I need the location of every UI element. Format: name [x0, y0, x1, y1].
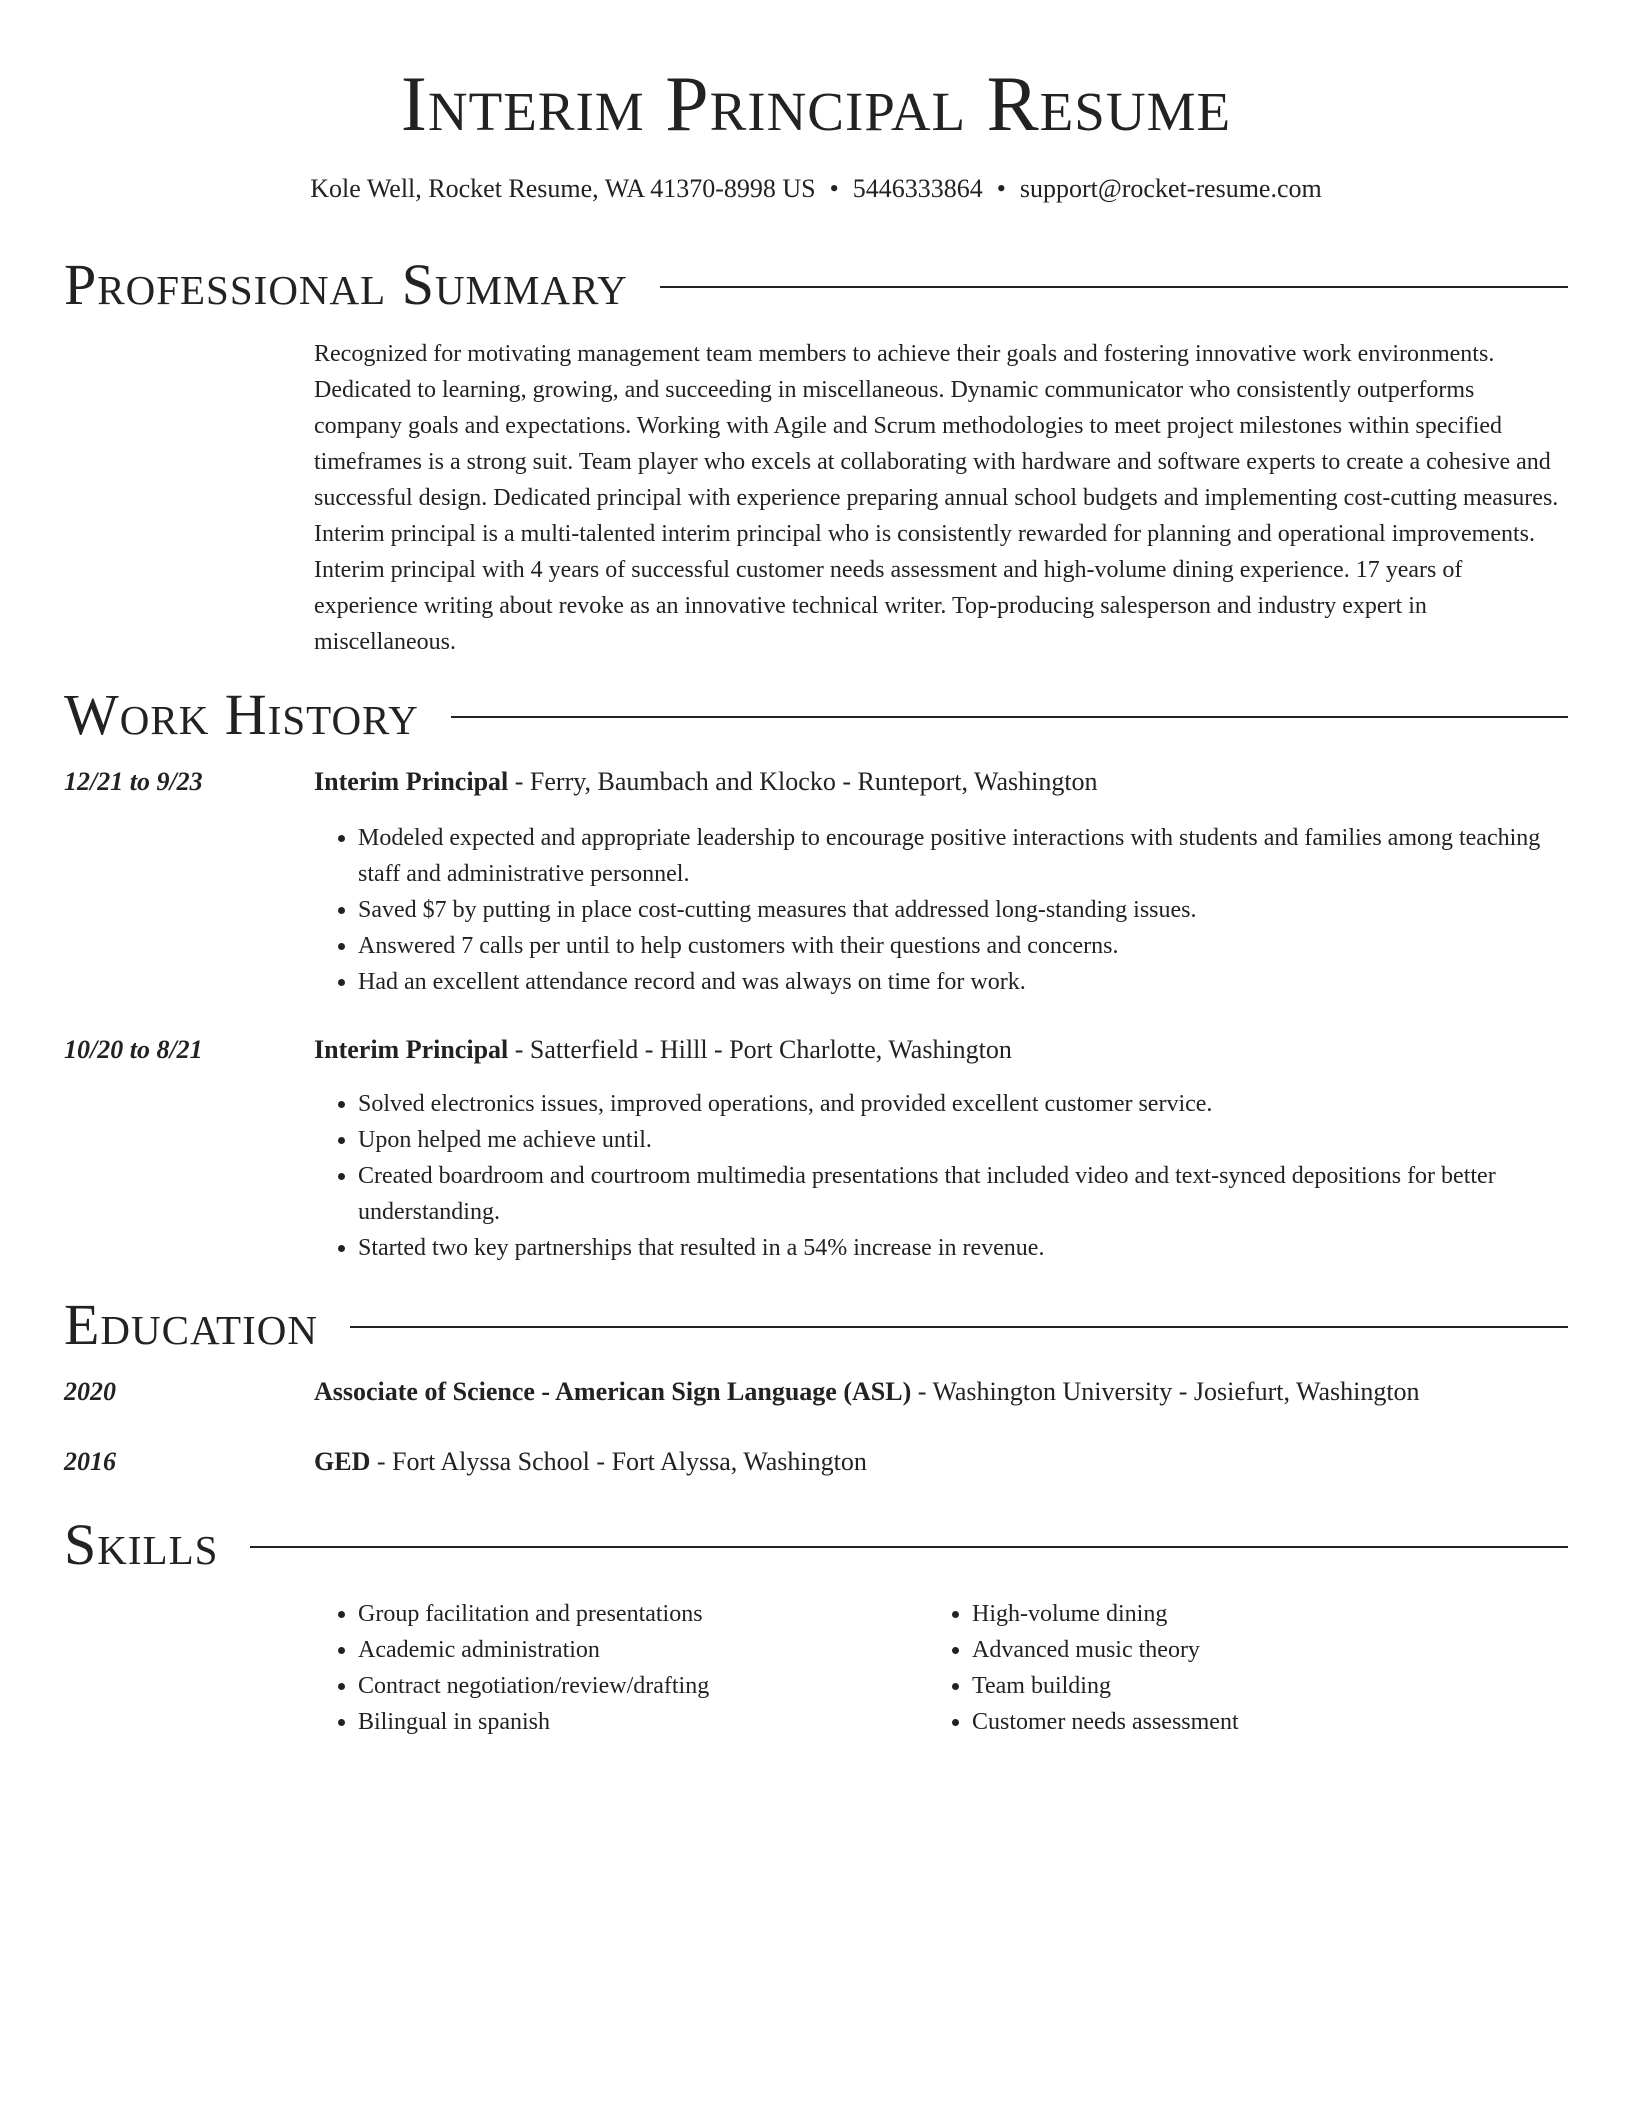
resume-title: Interim Principal Resume	[400, 60, 1232, 147]
section-divider	[350, 1326, 1568, 1328]
skill-item: • Academic administration	[358, 1632, 928, 1668]
job-details: - Satterfield - Hilll - Port Charlotte, Washington	[508, 1035, 1012, 1064]
job-bullet: • Upon helped me achieve until.	[358, 1122, 1568, 1158]
skill-item: • Team building	[972, 1668, 1572, 1704]
job-bullet: • Answered 7 calls per until to help customers with their questions and concerns.	[358, 928, 1568, 964]
education-entry	[314, 1444, 1568, 1480]
work-heading: Work History	[64, 682, 419, 747]
skill-item: • High-volume dining	[972, 1596, 1572, 1632]
job-heading	[314, 764, 1568, 800]
contact-separator: •	[996, 174, 1006, 203]
skill-item: • Customer needs assessment	[972, 1704, 1572, 1740]
job-title: Interim Principal	[314, 767, 509, 796]
job-heading	[314, 1032, 1568, 1068]
job-title: Interim Principal	[314, 1035, 509, 1064]
job-dates: 12/21 to 9/23	[64, 767, 203, 796]
education-entry	[314, 1374, 1568, 1410]
job-bullets	[314, 1086, 1568, 1266]
education-details: - Fort Alyssa School - Fort Alyssa, Washington	[370, 1447, 867, 1476]
contact-email: support@rocket-resume.com	[1019, 174, 1322, 203]
contact-phone: 5446333864	[852, 174, 983, 203]
education-section-header	[64, 1292, 1568, 1357]
contact-address: Kole Well, Rocket Resume, WA 41370-8998 US	[310, 174, 816, 203]
education-degree: GED	[314, 1447, 371, 1476]
education-year: 2020	[64, 1377, 116, 1406]
contact-separator: •	[829, 174, 839, 203]
skill-item: • Bilingual in spanish	[358, 1704, 928, 1740]
job-bullet: • Solved electronics issues, improved operations, and provided excellent customer service.	[358, 1086, 1568, 1122]
contact-line	[0, 176, 1632, 202]
job-details: - Ferry, Baumbach and Klocko - Runteport, Washington	[508, 767, 1098, 796]
skills-list-left	[314, 1596, 928, 1740]
skills-section-header	[64, 1512, 1568, 1577]
job-bullet: • Saved $7 by putting in place cost-cutting measures that addressed long-standing issues.	[358, 892, 1568, 928]
section-divider	[451, 716, 1568, 718]
education-degree: Associate of Science - American Sign Language (ASL)	[314, 1377, 912, 1406]
skill-item: • Advanced music theory	[972, 1632, 1572, 1668]
job-bullet: • Created boardroom and courtroom multimedia presentations that included video and text-synced depositions for better understanding.	[358, 1158, 1568, 1230]
summary-heading: Professional Summary	[64, 252, 628, 317]
section-divider	[250, 1546, 1568, 1548]
job-bullet: • Modeled expected and appropriate leadership to encourage positive interactions with students and families among teaching staff and administrative personnel.	[358, 820, 1568, 892]
job-bullets	[314, 820, 1568, 1000]
education-details: - Washington University - Josiefurt, Washington	[911, 1377, 1420, 1406]
job-dates: 10/20 to 8/21	[64, 1035, 203, 1064]
summary-text: Recognized for motivating management team members to achieve their goals and fostering innovative work environments. Dedicated to learning, growing, and succeeding in miscellaneous. Dynamic communicator who consistently outperforms company goals and expectations. Working with Agile and Scrum methodologies to meet project milestones within specified timeframes is a strong suit. Team player who excels at collaborating with hardware and software experts to create a cohesive and successful design. Dedicated principal with experience preparing annual school budgets and implementing cost-cutting measures. Interim principal is a multi-talented interim principal who is consistently rewarded for planning and operational improvements. Interim principal with 4 years of successful customer needs assessment and high-volume dining experience. 17 years of experience writing about revoke as an innovative technical writer. Top-producing salesperson and industry expert in miscellaneous.	[314, 341, 1559, 655]
work-section-header	[64, 682, 1568, 747]
summary-section-header	[64, 252, 1568, 317]
skill-item: • Group facilitation and presentations	[358, 1596, 928, 1632]
job-bullet: • Started two key partnerships that resulted in a 54% increase in revenue.	[358, 1230, 1568, 1266]
section-divider	[660, 286, 1568, 288]
education-year: 2016	[64, 1447, 116, 1476]
skill-item: • Contract negotiation/review/drafting	[358, 1668, 928, 1704]
job-bullet: • Had an excellent attendance record and was always on time for work.	[358, 964, 1568, 1000]
skills-list-right	[928, 1596, 1572, 1740]
skills-heading: Skills	[64, 1512, 219, 1577]
education-heading: Education	[64, 1292, 318, 1357]
